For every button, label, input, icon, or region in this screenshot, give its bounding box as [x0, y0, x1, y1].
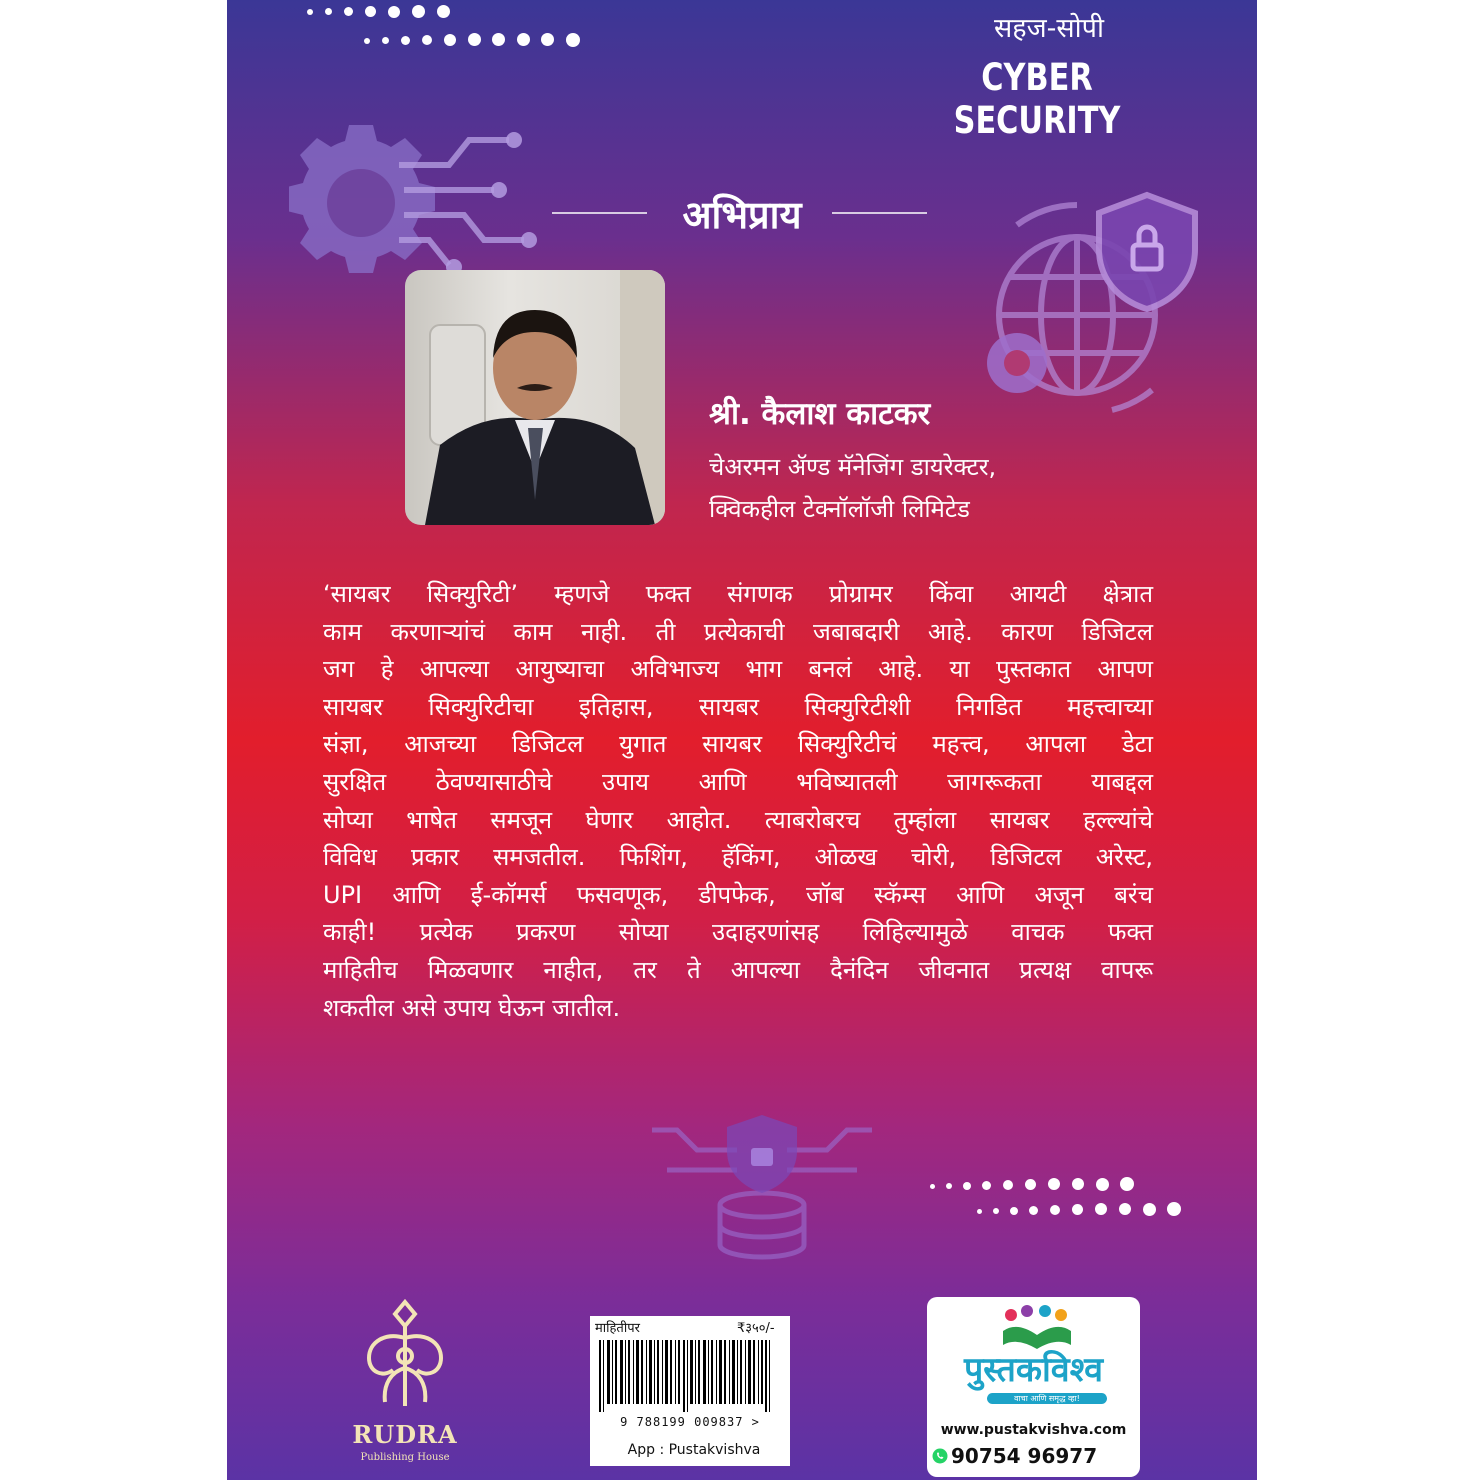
- author-name: श्री. कैलाश काटकर: [709, 396, 931, 432]
- pustakvishva-logo-icon: [997, 1305, 1077, 1349]
- blurb-line: सोप्या भाषेत समजून घेणार आहोत. त्याबरोबरच तुम्हांला सायबर हल्ल्यांचे: [323, 805, 1153, 834]
- rudra-emblem-icon: [355, 1298, 455, 1416]
- blurb-text: [323, 576, 1153, 1027]
- blurb-line: विविध प्रकार समजतील. फिशिंग, हॅकिंग, ओळख चोरी, डिजिटल अरेस्ट,: [323, 843, 1153, 872]
- app-label: App : Pustakvishva: [627, 1442, 761, 1458]
- isbn-number: 9 788199 009837 >: [620, 1415, 760, 1429]
- blurb-line: शकतील असे उपाय घेऊन जातील.: [323, 993, 621, 1022]
- author-photo: [405, 270, 665, 525]
- blurb-line: जग हे आपल्या आयुष्याचा अविभाज्य भाग बनलं आहे. या पुस्तकात आपण: [323, 655, 1153, 684]
- globe-shield-lock-icon: [977, 185, 1207, 425]
- blurb-line: काम करणाऱ्यांचं काम नाही. ती प्रत्येकाची जबाबदारी आहे. कारण डिजिटल: [323, 617, 1153, 646]
- author-role-line-2: क्विकहील टेक्नॉलॉजी लिमिटेड: [709, 495, 970, 523]
- distributor-tagline: वाचा आणि समृद्ध व्हा!: [987, 1393, 1107, 1404]
- distributor-url: www.pustakvishva.com: [940, 1422, 1127, 1438]
- section-heading: अभिप्राय: [682, 193, 802, 237]
- book-title: CYBER SECURITY: [953, 56, 1121, 142]
- publisher-subtitle: Publishing House: [360, 1452, 450, 1463]
- gear-circuit-icon: [289, 95, 559, 295]
- distributor-phone: 90754 96977: [951, 1444, 1098, 1468]
- blurb-line: माहितीच मिळवणार नाहीत, तर ते आपल्या दैनंदिन जीवनात प्रत्यक्ष वापरू: [323, 955, 1153, 984]
- genre-label: माहितीपर: [595, 1321, 640, 1336]
- author-role-line-1: चेअरमन ॲण्ड मॅनेजिंग डायरेक्टर,: [709, 453, 997, 481]
- blurb-line: संज्ञा, आजच्या डिजिटल युगात सायबर सिक्युरिटीचं महत्त्व, आपला डेटा: [323, 730, 1153, 759]
- price-label: ₹३५०/-: [737, 1321, 775, 1336]
- blurb-line: UPI आणि ई-कॉमर्स फसवणूक, डीपफेक, जॉब स्कॅम्स आणि अजून बरंच: [323, 880, 1153, 909]
- heading-rule-right: [832, 212, 927, 214]
- distributor-name: पुस्तकविश्व: [963, 1350, 1104, 1390]
- whatsapp-icon: [932, 1448, 948, 1464]
- blurb-line: सुरक्षित ठेवण्यासाठीचे उपाय आणि भविष्यातली जागरूकता याबद्दल: [323, 767, 1153, 796]
- blurb-line: ‘सायबर सिक्युरिटी’ म्हणजे फक्त संगणक प्रोग्रामर किंवा आयटी क्षेत्रात: [323, 580, 1153, 608]
- publisher-name: RUDRA: [352, 1420, 458, 1449]
- barcode-icon: [599, 1340, 779, 1412]
- blurb-line: सायबर सिक्युरिटीचा इतिहास, सायबर सिक्युरिटीशी निगडित महत्त्वाच्या: [323, 692, 1153, 721]
- database-lock-icon: [647, 1110, 877, 1260]
- series-title: सहज-सोपी: [994, 13, 1104, 44]
- book-back-cover: [227, 0, 1257, 1480]
- blurb-line: काही! प्रत्येक प्रकरण सोप्या उदाहरणांसह लिहिल्यामुळे वाचक फक्त: [323, 918, 1153, 947]
